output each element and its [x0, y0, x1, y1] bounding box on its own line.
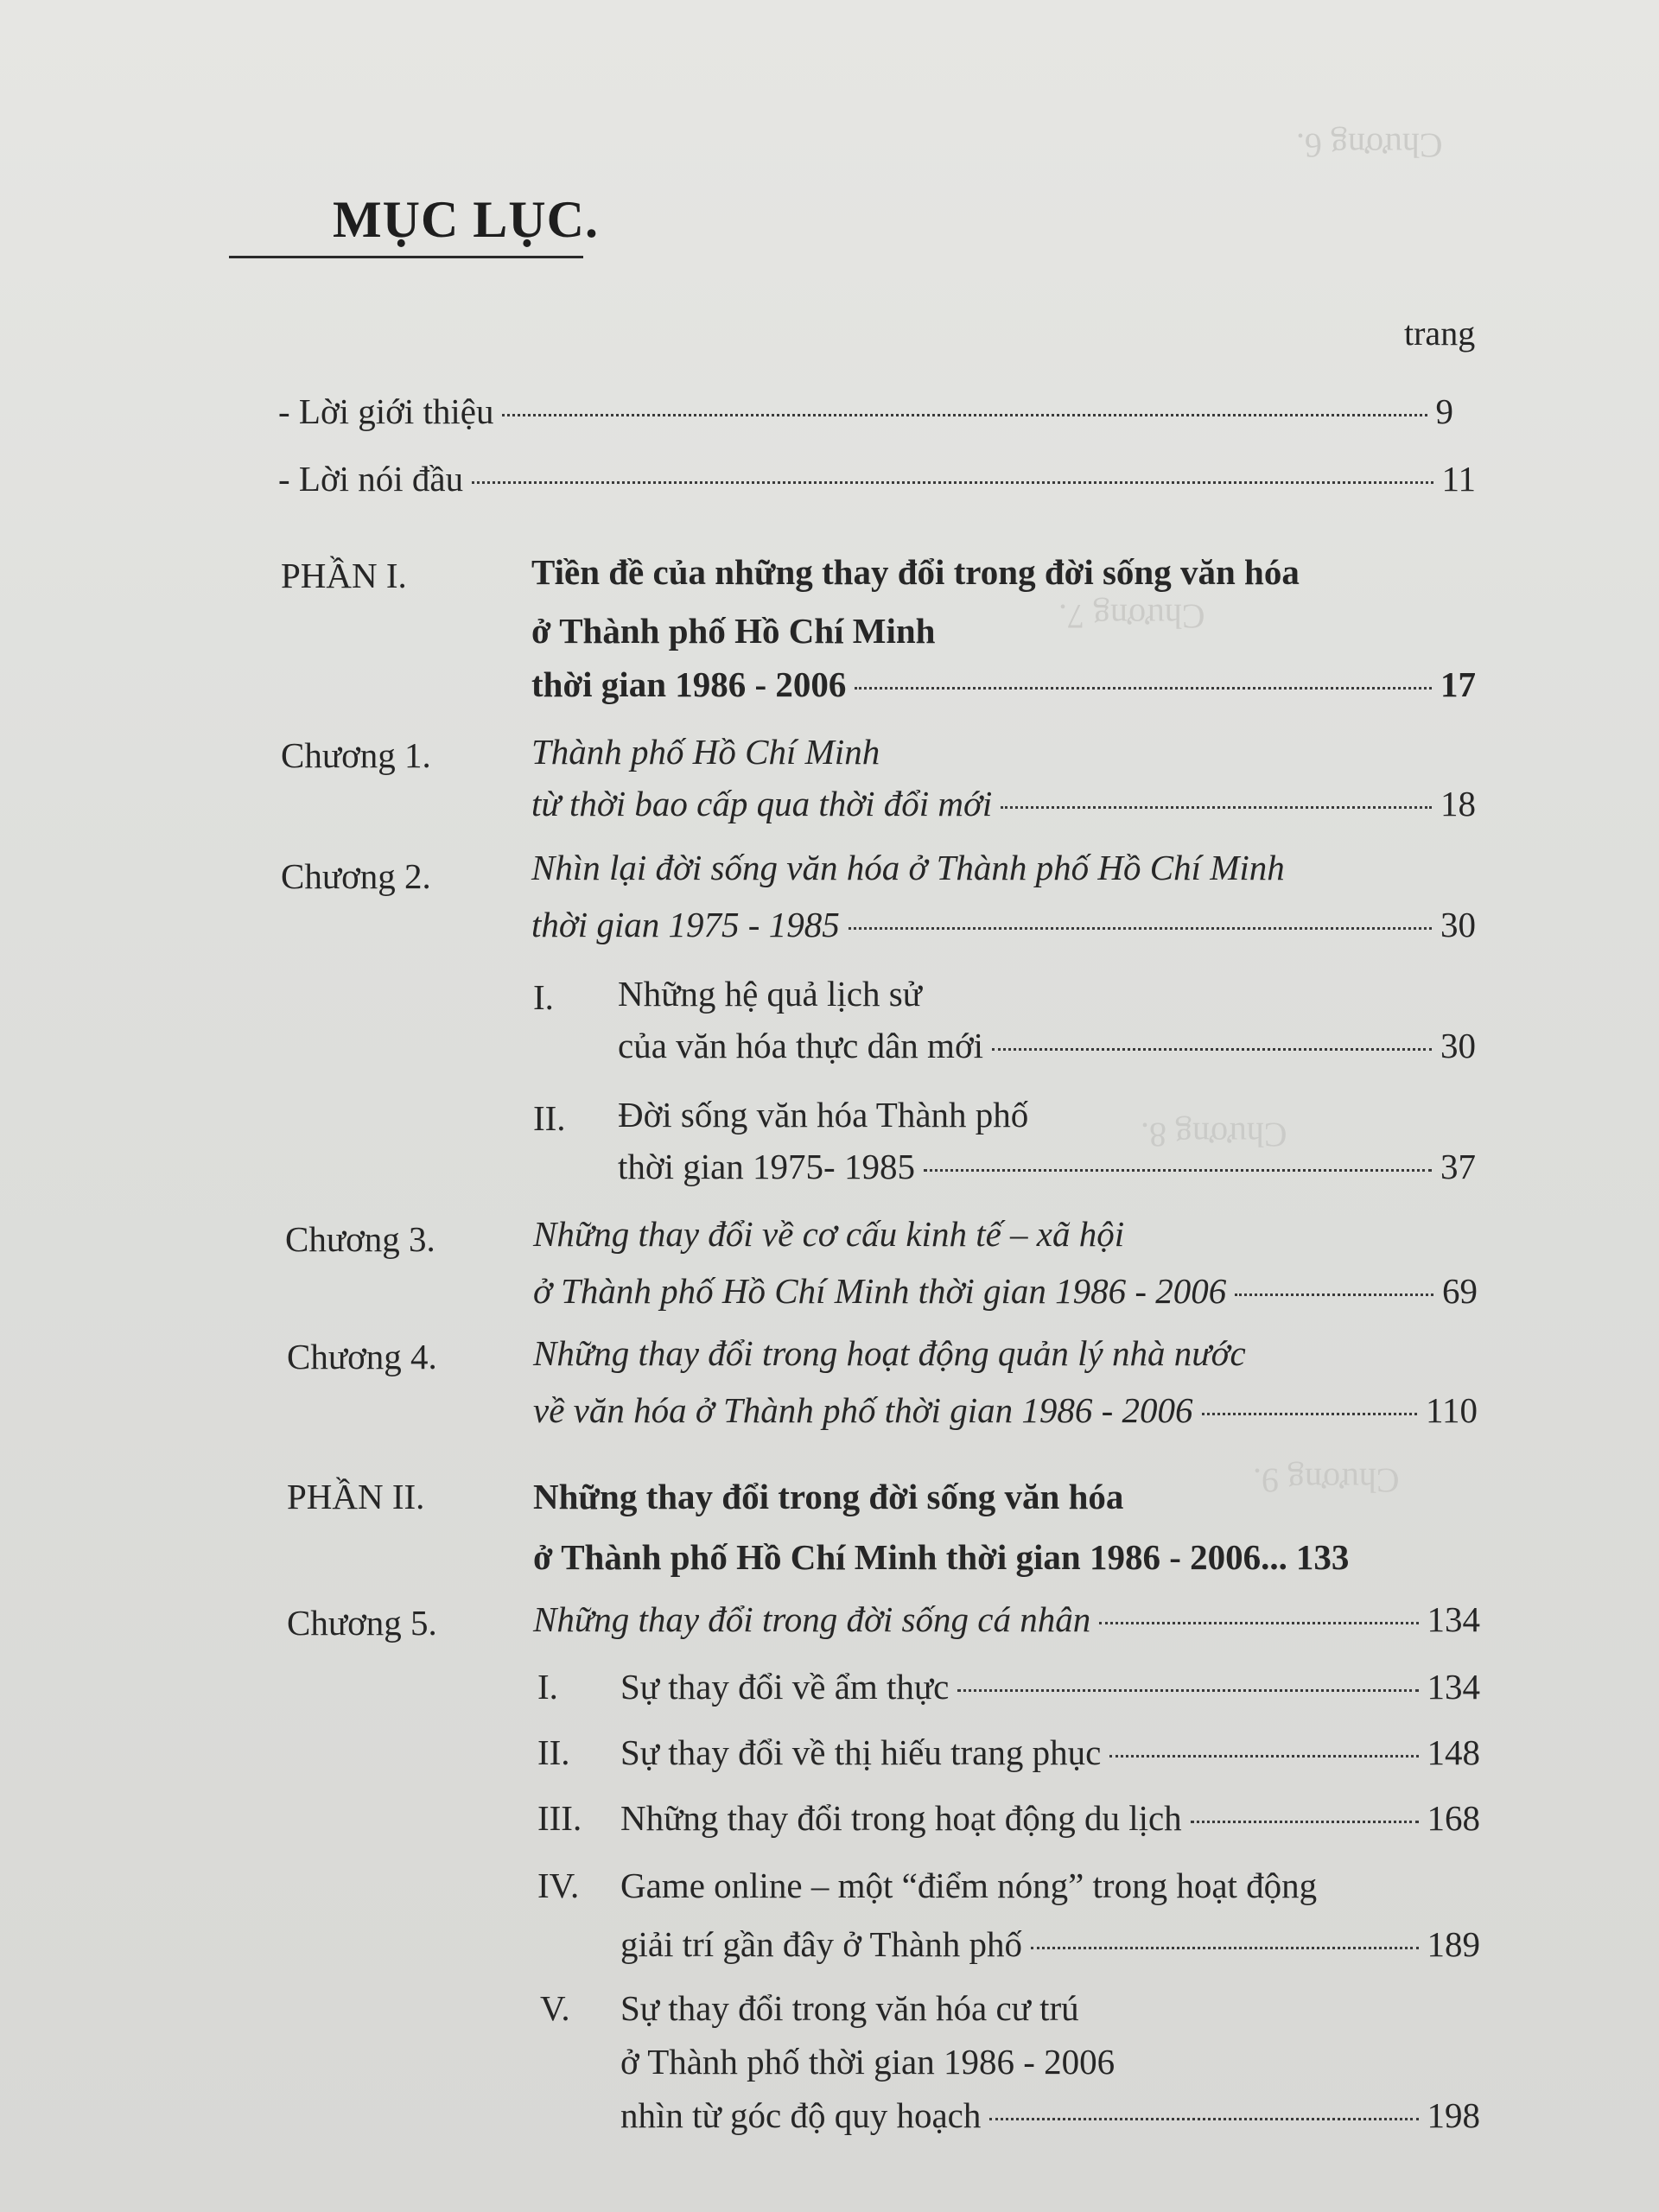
- section-5-3-label: III.: [537, 1798, 582, 1838]
- dot-leader: [1001, 806, 1432, 809]
- toc-entry-section-5-5[interactable]: [620, 2094, 1480, 2136]
- ghost-text-1: Chương 6.: [1296, 126, 1443, 165]
- dot-leader: [849, 927, 1432, 930]
- toc-entry-chapter-3[interactable]: [533, 1270, 1478, 1312]
- chapter-5-label: Chương 5.: [287, 1603, 437, 1643]
- page-number: 189: [1427, 1924, 1480, 1964]
- ghost-text-2: Chương 7.: [1058, 597, 1205, 636]
- toc-entry-part-2[interactable]: [533, 1536, 1480, 1578]
- entry-title: từ thời bao cấp qua thời đổi mới: [531, 784, 993, 823]
- toc-entry-part-1[interactable]: [531, 664, 1476, 705]
- dot-leader: [1202, 1413, 1418, 1415]
- dot-leader: [855, 687, 1432, 690]
- section-5-1-label: I.: [537, 1667, 558, 1707]
- toc-entry-section-2-1[interactable]: [618, 1025, 1476, 1066]
- toc-entry-intro[interactable]: [278, 391, 1453, 432]
- entry-title: nhìn từ góc độ quy hoạch: [620, 2095, 982, 2135]
- toc-entry-section-5-4[interactable]: [620, 1923, 1480, 1965]
- toc-entry-preface[interactable]: [278, 458, 1476, 499]
- toc-entry-chapter-5[interactable]: [533, 1599, 1480, 1640]
- toc-entry-section-5-3[interactable]: [620, 1797, 1480, 1839]
- entry-title: Sự thay đổi về ẩm thực: [620, 1667, 950, 1707]
- page-number: 148: [1427, 1732, 1480, 1772]
- section-2-1-label: I.: [533, 977, 554, 1017]
- chapter-2-title-line-1[interactable]: Nhìn lại đời sống văn hóa ở Thành phố Hồ Chí Minh: [531, 848, 1285, 887]
- page-number: 11: [1441, 459, 1476, 499]
- section-2-2-label: II.: [533, 1098, 566, 1138]
- page-number: 30: [1440, 905, 1476, 944]
- page-number: 110: [1426, 1390, 1478, 1430]
- section-5-5-title-line-1[interactable]: Sự thay đổi trong văn hóa cư trú: [620, 1988, 1079, 2028]
- dot-leader: [1191, 1821, 1419, 1823]
- entry-title: Những thay đổi trong đời sống cá nhân: [533, 1599, 1091, 1639]
- dot-leader: [989, 2118, 1418, 2120]
- ghost-text-3: Chương 8.: [1141, 1116, 1287, 1154]
- dot-leader: [992, 1048, 1432, 1051]
- page-number: 18: [1440, 784, 1476, 823]
- part-1-title-line-2[interactable]: ở Thành phố Hồ Chí Minh: [531, 611, 936, 651]
- page-number: 198: [1427, 2095, 1480, 2135]
- page-title: MỤC LỤC.: [333, 191, 599, 248]
- section-2-2-title-line-1[interactable]: Đời sống văn hóa Thành phố: [618, 1095, 1029, 1135]
- section-5-4-title-line-1[interactable]: Game online – một “điểm nóng” trong hoạt động: [620, 1866, 1318, 1905]
- entry-title: ở Thành phố Hồ Chí Minh thời gian 1986 - 2006...: [533, 1537, 1287, 1577]
- chapter-2-label: Chương 2.: [281, 856, 431, 896]
- entry-title: ở Thành phố Hồ Chí Minh thời gian 1986 - 2006: [533, 1271, 1227, 1311]
- dot-leader: [502, 414, 1427, 416]
- page-number: 134: [1427, 1599, 1480, 1639]
- section-5-5-title-line-2[interactable]: ở Thành phố thời gian 1986 - 2006: [620, 2042, 1116, 2082]
- toc-entry-chapter-4[interactable]: [533, 1389, 1478, 1431]
- section-2-1-title-line-1[interactable]: Những hệ quả lịch sử: [618, 974, 922, 1014]
- dot-leader: [957, 1689, 1418, 1692]
- dot-leader: [1031, 1947, 1419, 1949]
- chapter-4-label: Chương 4.: [287, 1337, 437, 1376]
- entry-title: Những thay đổi trong hoạt động du lịch: [620, 1798, 1182, 1838]
- section-5-5-label: V.: [540, 1988, 570, 2028]
- chapter-3-label: Chương 3.: [285, 1219, 435, 1259]
- part-1-label: PHẦN I.: [281, 556, 407, 595]
- entry-title: thời gian 1975- 1985: [618, 1147, 915, 1186]
- chapter-3-title-line-1[interactable]: Những thay đổi về cơ cấu kinh tế – xã hội: [533, 1214, 1125, 1254]
- dot-leader: [1109, 1755, 1418, 1758]
- page-column-header: trang: [1404, 314, 1476, 353]
- entry-title: Sự thay đổi về thị hiếu trang phục: [620, 1732, 1102, 1772]
- page-number: 17: [1440, 664, 1476, 704]
- title-underline: [229, 256, 583, 258]
- page-number: 30: [1440, 1026, 1476, 1065]
- toc-entry-section-2-2[interactable]: [618, 1146, 1476, 1187]
- toc-entry-chapter-1[interactable]: [531, 783, 1476, 824]
- chapter-1-label: Chương 1.: [281, 735, 431, 775]
- ghost-text-4: Chương 9.: [1253, 1461, 1400, 1500]
- page-number: 133: [1295, 1537, 1350, 1577]
- page-number: 37: [1440, 1147, 1476, 1186]
- entry-title: của văn hóa thực dân mới: [618, 1026, 984, 1065]
- entry-title: thời gian 1975 - 1985: [531, 905, 840, 944]
- dot-leader: [924, 1169, 1432, 1172]
- toc-entry-section-5-2[interactable]: [620, 1732, 1480, 1773]
- page-number: 69: [1442, 1271, 1478, 1311]
- toc-entry-chapter-2[interactable]: [531, 904, 1476, 945]
- entry-title: thời gian 1986 - 2006: [531, 664, 847, 704]
- entry-title: - Lời giới thiệu: [278, 391, 494, 431]
- dot-leader: [1235, 1294, 1433, 1296]
- page-number: 168: [1427, 1798, 1480, 1838]
- section-5-2-label: II.: [537, 1732, 570, 1772]
- entry-title: giải trí gần đây ở Thành phố: [620, 1924, 1022, 1964]
- page-number: 9: [1435, 391, 1453, 431]
- part-2-label: PHẦN II.: [287, 1477, 425, 1516]
- toc-entry-section-5-1[interactable]: [620, 1666, 1480, 1707]
- part-2-title-line-1[interactable]: Những thay đổi trong đời sống văn hóa: [533, 1477, 1124, 1516]
- part-1-title-line-1[interactable]: Tiền đề của những thay đổi trong đời sống văn hóa: [531, 552, 1300, 592]
- chapter-1-title-line-1[interactable]: Thành phố Hồ Chí Minh: [531, 732, 880, 772]
- section-5-4-label: IV.: [537, 1866, 580, 1905]
- entry-title: về văn hóa ở Thành phố thời gian 1986 - 2006: [533, 1390, 1193, 1430]
- entry-title: - Lời nói đầu: [278, 459, 464, 499]
- chapter-4-title-line-1[interactable]: Những thay đổi trong hoạt động quản lý nhà nước: [533, 1333, 1246, 1373]
- dot-leader: [1099, 1622, 1418, 1624]
- dot-leader: [472, 481, 1433, 484]
- page-number: 134: [1427, 1667, 1480, 1707]
